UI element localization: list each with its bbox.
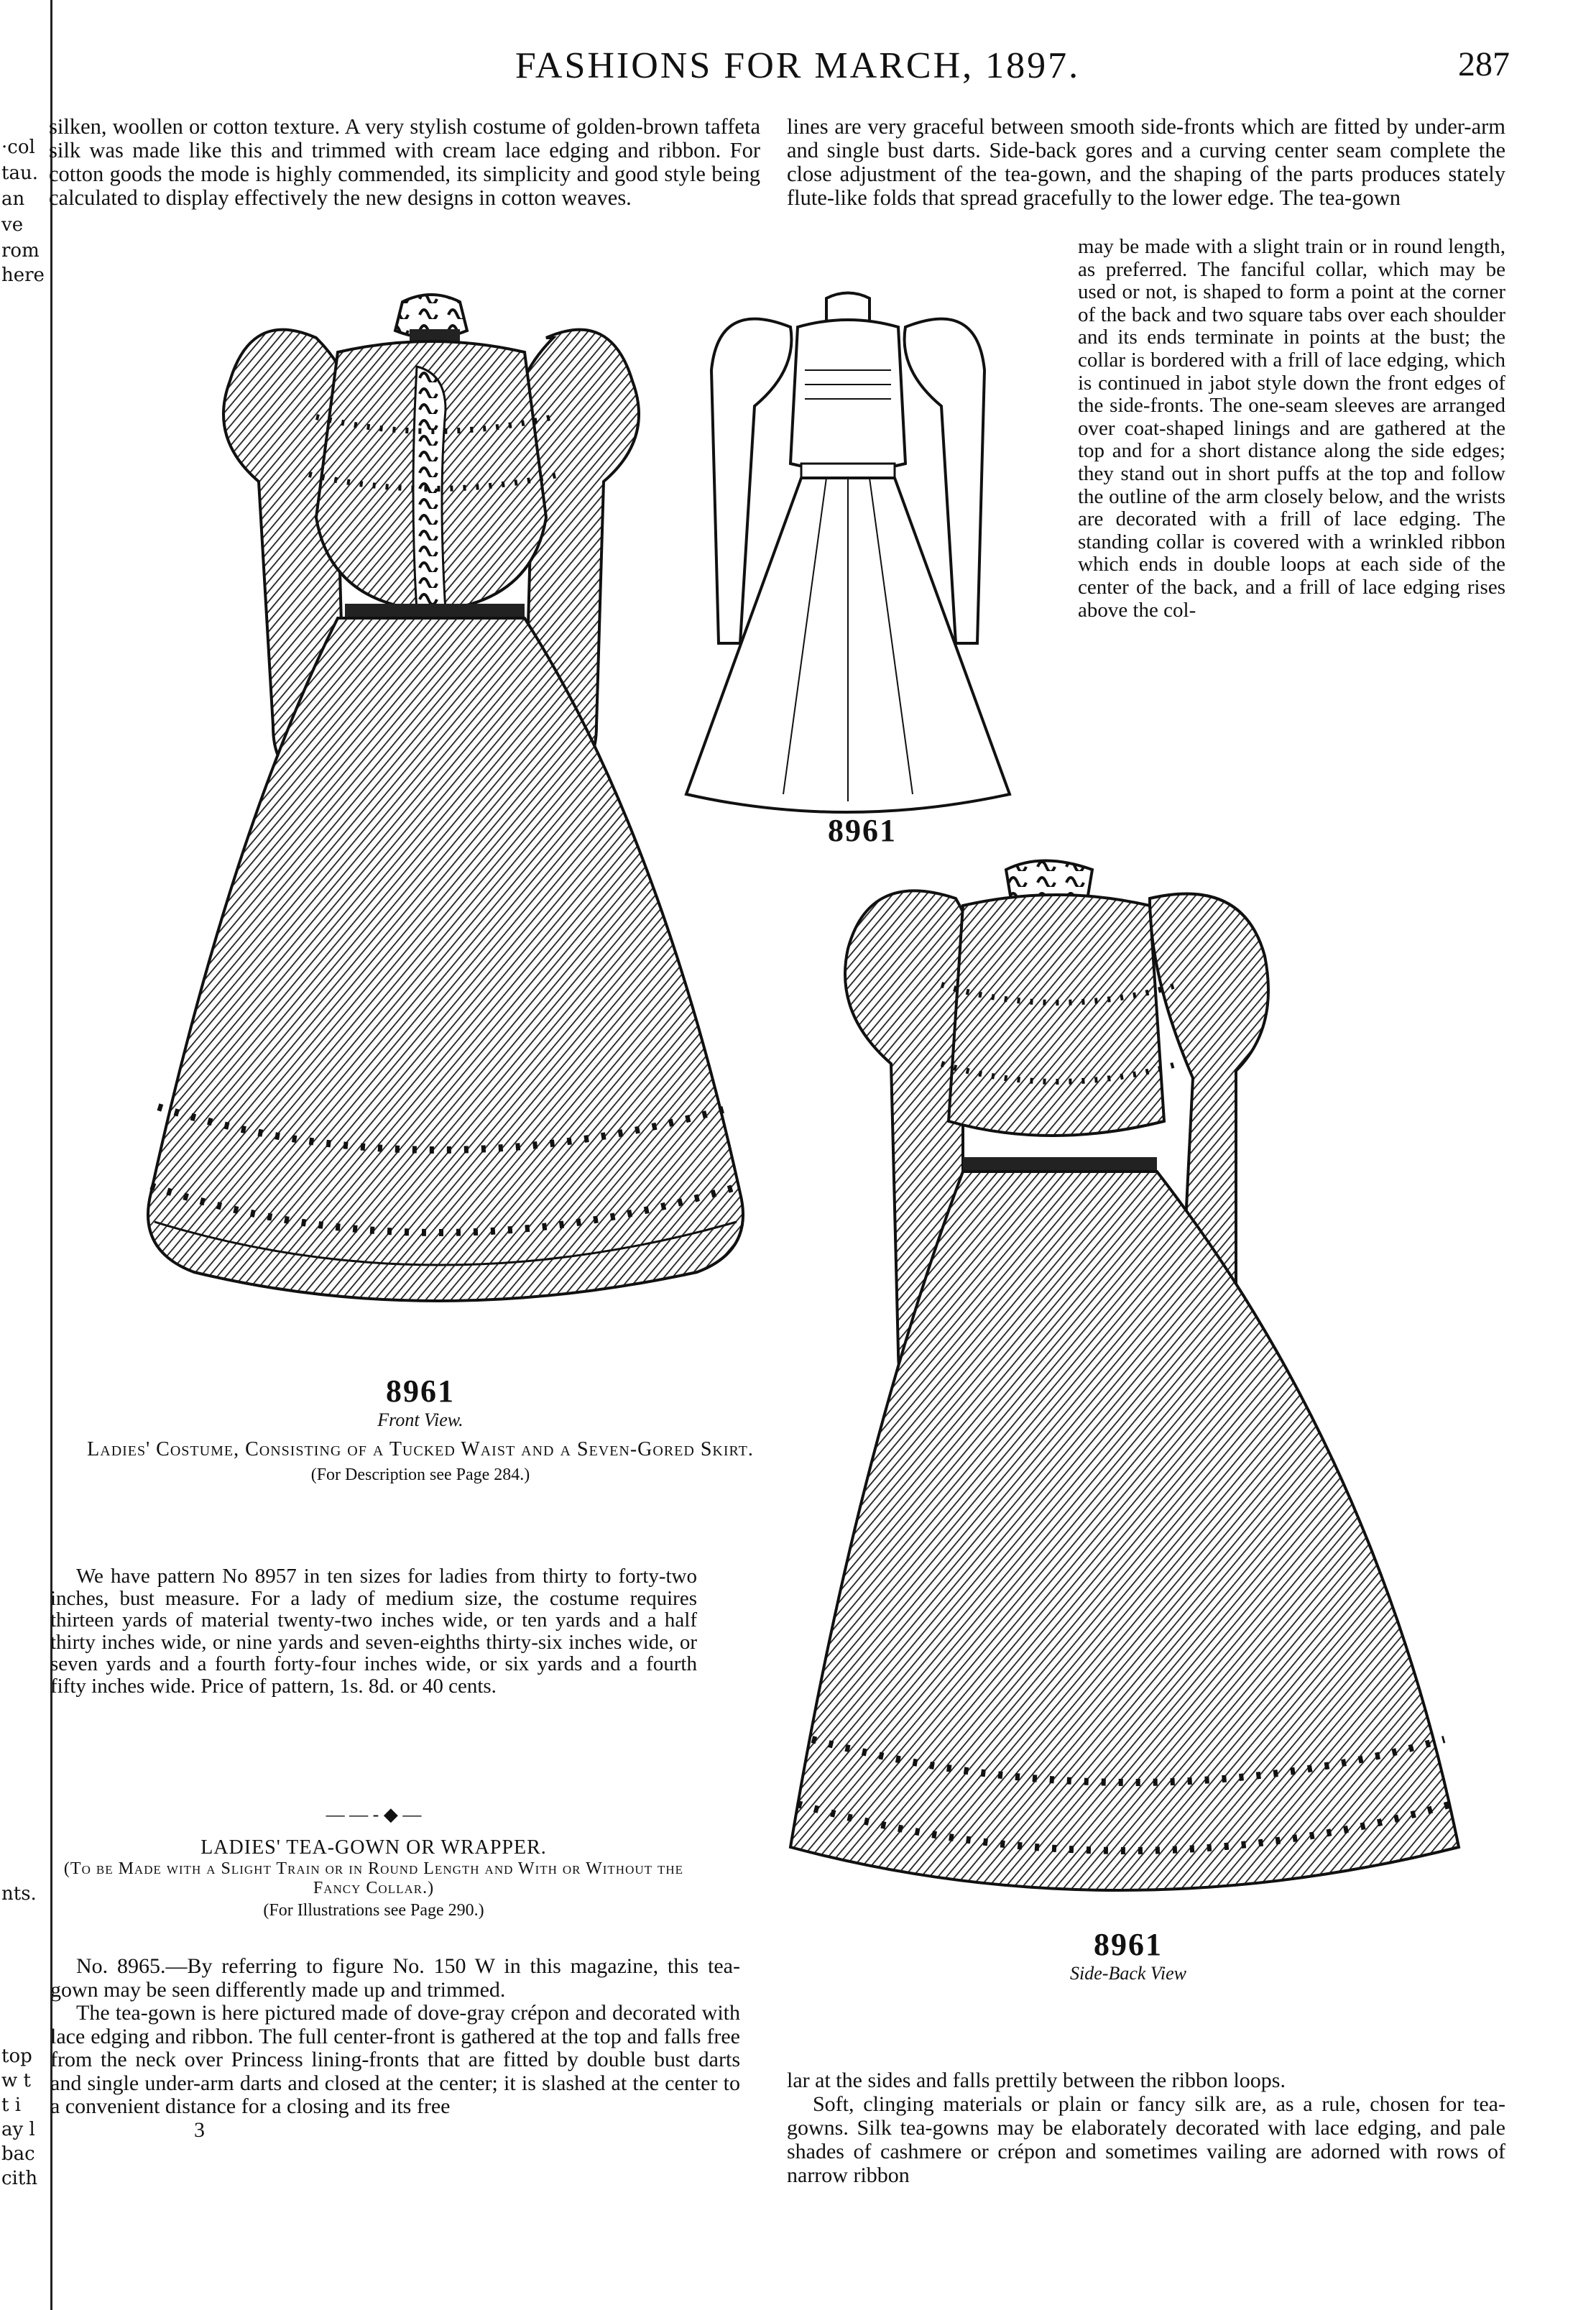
gutter-fragment: top — [1, 2046, 32, 2067]
signature-mark: 3 — [194, 2117, 205, 2142]
left-gutter — [0, 0, 45, 2310]
pattern-note — [50, 1565, 697, 1697]
figure-title: Ladies' Costume, Consisting of a Tucked Waist and a Seven-Gored Skirt. — [87, 1438, 754, 1460]
article-heading — [50, 1836, 697, 1920]
gutter-fragment: ay l — [1, 2119, 35, 2140]
article-subtitle: (To be Made with a Slight Train or in Round Length and With or Without the Fancy Collar.) — [63, 1859, 684, 1897]
figure-reference: (For Description see Page 284.) — [310, 1465, 530, 1484]
gutter-fragment: here — [1, 264, 45, 286]
outline-view-drawing — [661, 284, 1064, 816]
outline-view-illustration — [661, 284, 1064, 848]
article-reference: (For Illustrations see Page 290.) — [263, 1901, 484, 1920]
running-header — [0, 45, 1596, 95]
paragraph: The tea-gown is here pictured made of dove-gray crépon and decorated with lace edging and ribbon. The full center-front is gathered at the top and falls free from the neck over Princess lining-fronts that are fitted by double bust darts and single under-arm darts and closed at the center; it is slashed at the center to a convenient distance for a closing and its free — [50, 2001, 740, 2118]
gutter-fragment: rom — [1, 240, 40, 262]
figure-view-label: Side-Back View — [1070, 1963, 1186, 1984]
side-back-view-illustration — [747, 855, 1509, 1926]
side-back-caption — [949, 1926, 1308, 1984]
section-divider: — — - ◆ — — [326, 1804, 422, 1825]
left-column-intro — [49, 115, 760, 210]
gutter-fragment: w t — [1, 2070, 31, 2092]
paragraph: silken, woollen or cotton texture. A very stylish costume of golden-brown taffeta silk was made like this and trimmed with cream lace edging and ribbon. For cotton goods the mode is highly commended, its simplicity and good style being calculated to display effectively the new designs in cotton weaves. — [49, 114, 760, 210]
gutter-fragment: t i — [1, 2094, 22, 2116]
gutter-fragment: ·col — [1, 137, 35, 158]
right-column-top — [787, 115, 1505, 210]
right-column-wrap — [1078, 236, 1505, 622]
side-back-view-drawing — [747, 855, 1509, 1912]
gutter-fragment: cith — [1, 2168, 38, 2189]
figure-number: 8961 — [1094, 1927, 1163, 1962]
paragraph: We have pattern No 8957 in ten sizes for ladies from thirty to forty-two inches, bust measure. For a lady of medium size, the costume requires thirteen yards of material twenty-two inches wide, or ten yards and a half thirty inches wide, or nine yards and seven-eighths thirty-six inches wide, or seven yards and a fourth forty-four inches wide, or six yards and a fourth fifty inches wide. Price of pattern, 1s. 8d. or 40 cents. — [50, 1565, 697, 1698]
paragraph: lines are very graceful between smooth side-fronts which are fitted by under-arm and single bust darts. Side-back gores and a curving center seam complete the close adjustment of the tea-gown, and the shaping of the parts produces stately flute-like folds that spread gracefully to the lower edge. The tea-gown — [787, 114, 1505, 210]
figure-view-label: Front View. — [377, 1409, 463, 1430]
gutter-fragment: ve — [1, 214, 24, 236]
paragraph: Soft, clinging materials or plain or fancy silk are, as a rule, chosen for tea-gowns. Silk tea-gowns may be elaborately decorated with lace edging, and pale shades of cashmere or crépon and sometimes vailing are adorned with rows of narrow ribbon — [787, 2092, 1505, 2187]
article-title: LADIES' TEA-GOWN OR WRAPPER. — [200, 1836, 547, 1859]
paragraph: No. 8965.—By referring to figure No. 150 W in this magazine, this tea-gown may be seen differently made up and trimmed. — [50, 1954, 740, 2002]
figure-number: 8961 — [386, 1373, 455, 1409]
gutter-fragment: an — [1, 188, 25, 210]
page-title: FASHIONS FOR MARCH, 1897. — [515, 45, 1081, 86]
gutter-fragment: nts. — [1, 1883, 37, 1905]
article-body — [50, 1955, 740, 2142]
figure-number: 8961 — [828, 813, 897, 848]
paragraph: lar at the sides and falls prettily between the ribbon loops. — [787, 2069, 1286, 2092]
right-column-bottom — [787, 2069, 1505, 2187]
page-number: 287 — [1458, 45, 1510, 83]
gutter-fragment: bac — [1, 2143, 35, 2165]
gutter-fragment: tau. — [1, 162, 38, 184]
front-view-caption — [65, 1373, 776, 1485]
paragraph: may be made with a slight train or in round length, as preferred. The fanciful collar, which may be used or not, is shaped to form a point at the corner of the back and two square tabs over each shoulder and its ends terminate in points at the bust; the collar is bordered with a frill of lace edging, which is continued in jabot style down the front edges of the side-fronts. The one-seam sleeves are arranged over coat-shaped linings and are gathered at the top and for a short distance along the side edges; they stand out in short puffs at the top and follow the outline of the arm closely below, and the wrists are decorated with a frill of lace edging. The standing collar is covered with a wrinkled ribbon which ends in double loops at each side of the center of the back, and a frill of lace edging rises above the col- — [1078, 235, 1505, 622]
